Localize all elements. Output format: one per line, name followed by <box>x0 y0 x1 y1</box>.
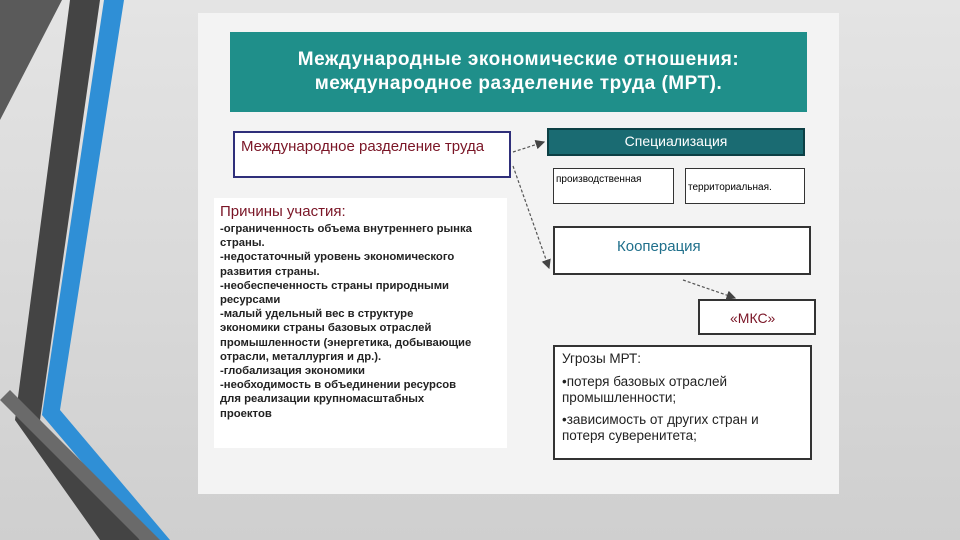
reason-line: проектов <box>220 407 272 420</box>
reason-line: -ограниченность объема внутреннего рынка <box>220 223 472 235</box>
reason-line: для реализации крупномасштабных <box>220 393 425 406</box>
concept-box: Международное разделение труда <box>233 131 511 178</box>
threat-item: •зависимость от других стран и потеря суверенитета; <box>562 412 759 443</box>
reason-line: промышленности (энергетика, добывающие <box>220 336 472 349</box>
threat-item: •потеря базовых отраслей промышленности; <box>562 374 727 405</box>
title-line-1: Международные экономические отношения: <box>297 49 740 70</box>
production-specialization-box: производственная <box>553 168 674 204</box>
cooperation-box: Кооперация <box>553 226 811 275</box>
title-line-2: международное разделение труда (МРТ). <box>314 73 723 94</box>
specialization-box: Специализация <box>547 128 805 156</box>
reason-line: -необеспеченность страны природными <box>220 279 449 292</box>
threats-box <box>553 345 812 460</box>
reason-line: -недостаточный уровень экономического <box>220 251 455 264</box>
mks-box: «МКС» <box>698 299 816 335</box>
reasons-title: Причины участия: <box>220 203 346 220</box>
threats-title: Угрозы МРТ: <box>562 351 642 366</box>
territorial-specialization-box: территориальная. <box>685 168 805 204</box>
reason-line: -необходимость в объединении ресурсов <box>220 379 457 392</box>
reason-line: развития страны. <box>220 265 320 278</box>
reason-line: экономики страны базовых отраслей <box>220 322 432 335</box>
reason-line: -малый удельный вес в структуре <box>220 308 414 321</box>
reasons-box <box>214 198 507 448</box>
reason-line: отрасли, металлургия и др.). <box>220 350 382 363</box>
reason-line: -глобализация экономики <box>220 365 365 378</box>
reason-line: страны. <box>220 237 265 250</box>
reason-line: ресурсами <box>220 294 281 307</box>
slide-title <box>230 32 807 112</box>
